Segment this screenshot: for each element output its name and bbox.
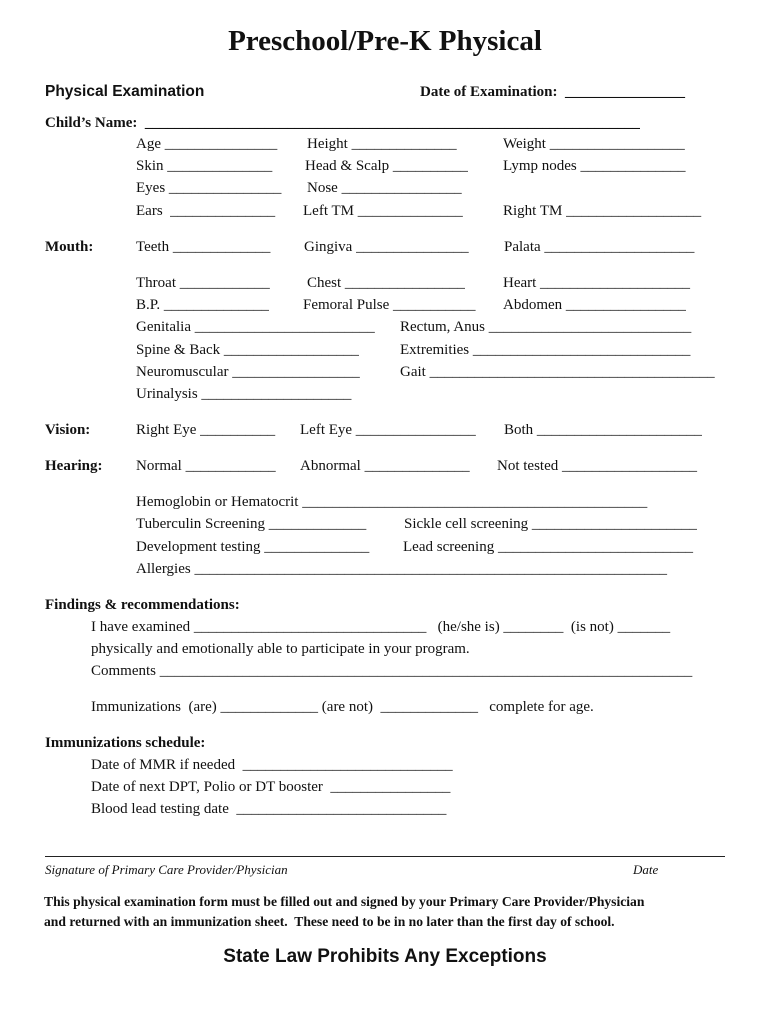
findings-heading: Findings & recommendations: [45,597,240,613]
i-have-examined-field[interactable]: I have examined _______________________________ (he/she is) ________ (is not) _______ [91,619,671,635]
femoral-pulse-field[interactable]: Femoral Pulse ___________ [303,297,476,313]
comments-field[interactable]: Comments _______________________________________________________________________ [91,663,693,679]
signature-label: Signature of Primary Care Provider/Physician [45,862,288,877]
tuberculin-screening-field[interactable]: Tuberculin Screening _____________ [136,516,367,532]
bp-field[interactable]: B.P. ______________ [136,297,269,313]
genitalia-field[interactable]: Genitalia ________________________ [136,319,375,335]
notice-line-1: This physical examination form must be filled out and signed by your Primary Care Provider/Physician [44,894,645,909]
lead-screening-field[interactable]: Lead screening __________________________ [403,539,693,555]
nose-field[interactable]: Nose ________________ [307,180,462,196]
notice-line-2: and returned with an immunization sheet. These need to be in no later than the first day of school. [44,914,615,929]
ears-field[interactable]: Ears ______________ [136,203,276,219]
neuromuscular-field[interactable]: Neuromuscular _________________ [136,364,360,380]
spine-back-field[interactable]: Spine & Back __________________ [136,342,359,358]
hearing-not-tested-field[interactable]: Not tested __________________ [497,458,697,474]
mouth-label: Mouth: [45,239,94,255]
right-tm-field[interactable]: Right TM __________________ [503,203,702,219]
rectum-anus-field[interactable]: Rectum, Anus ___________________________ [400,319,692,335]
gingiva-field[interactable]: Gingiva _______________ [304,239,469,255]
heart-field[interactable]: Heart ____________________ [503,275,691,291]
hemoglobin-field[interactable]: Hemoglobin or Hematocrit ______________________________________________ [136,494,648,510]
urinalysis-field[interactable]: Urinalysis ____________________ [136,386,352,402]
palata-field[interactable]: Palata ____________________ [504,239,695,255]
vision-label: Vision: [45,422,91,438]
extremities-field[interactable]: Extremities _____________________________ [400,342,691,358]
physical-examination-heading: Physical Examination [45,83,205,100]
abdomen-field[interactable]: Abdomen ________________ [503,297,686,313]
blood-lead-date-field[interactable]: Blood lead testing date ____________________________ [91,801,447,817]
hearing-abnormal-field[interactable]: Abnormal ______________ [300,458,470,474]
immunizations-complete-field[interactable]: Immunizations (are) _____________ (are not) _____________ complete for age. [91,699,594,715]
lymph-nodes-field[interactable]: Lymp nodes ______________ [503,158,686,174]
mmr-date-field[interactable]: Date of MMR if needed ____________________________ [91,757,453,773]
left-tm-field[interactable]: Left TM ______________ [303,203,463,219]
state-law-statement: State Law Prohibits Any Exceptions [223,946,547,967]
hearing-normal-field[interactable]: Normal ____________ [136,458,276,474]
right-eye-field[interactable]: Right Eye __________ [136,422,276,438]
age-field[interactable]: Age _______________ [136,136,278,152]
allergies-field[interactable]: Allergies _______________________________________________________________ [136,561,667,577]
weight-field[interactable]: Weight __________________ [503,136,685,152]
booster-date-field[interactable]: Date of next DPT, Polio or DT booster ________________ [91,779,451,795]
signature-line[interactable] [45,856,725,857]
signature-date-label: Date [633,862,659,877]
head-scalp-field[interactable]: Head & Scalp __________ [305,158,468,174]
immunizations-schedule-heading: Immunizations schedule: [45,735,206,751]
height-field[interactable]: Height ______________ [307,136,457,152]
development-testing-field[interactable]: Development testing ______________ [136,539,370,555]
sickle-cell-screening-field[interactable]: Sickle cell screening ______________________ [404,516,697,532]
gait-field[interactable]: Gait ______________________________________ [400,364,715,380]
eyes-field[interactable]: Eyes _______________ [136,180,282,196]
left-eye-field[interactable]: Left Eye ________________ [300,422,476,438]
hearing-label: Hearing: [45,458,103,474]
skin-field[interactable]: Skin ______________ [136,158,273,174]
both-eyes-field[interactable]: Both ______________________ [504,422,702,438]
chest-field[interactable]: Chest ________________ [307,275,465,291]
participation-statement: physically and emotionally able to participate in your program. [91,641,470,657]
teeth-field[interactable]: Teeth _____________ [136,239,271,255]
throat-field[interactable]: Throat ____________ [136,275,270,291]
form-title: Preschool/Pre-K Physical [228,25,542,57]
date-of-examination-field[interactable]: Date of Examination: ________________ [420,84,685,100]
childs-name-field[interactable]: Child’s Name: __________________________________________________________________ [45,115,640,131]
